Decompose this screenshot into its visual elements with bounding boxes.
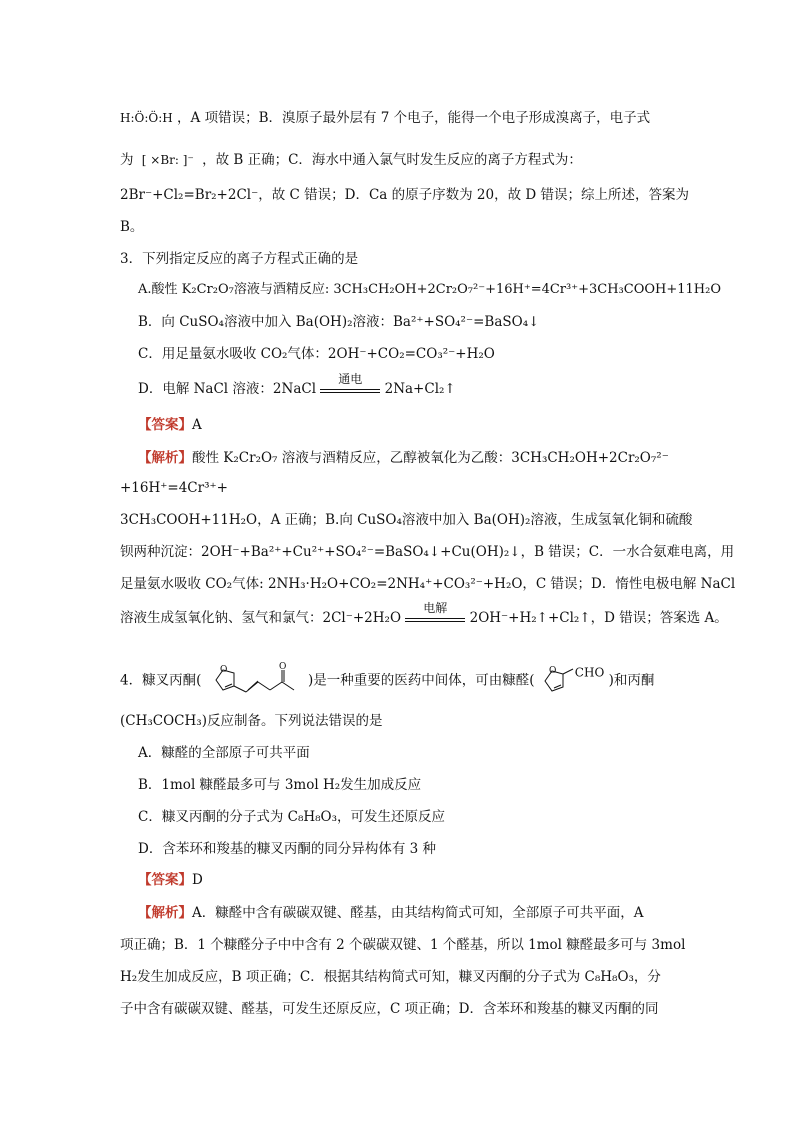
text-line-2: 为 [ ×Br: ]⁻ ，故 B 正确；C．海水中通入氯气时发生反应的离子方程式为： — [120, 152, 582, 168]
reaction-condition-arrow: 通电 — [320, 383, 380, 393]
explanation-3-line-4: 钡两种沉淀：2OH⁻+Ba²⁺+Cu²⁺+SO₄²⁻=BaSO₄↓+Cu(OH)₂↓，B 错误；C．一水合氨难电离，用 — [120, 544, 735, 560]
explanation-tag: 【解析】 — [138, 905, 192, 921]
explanation-3-line-1: 【解析】酸性 K₂Cr₂O₇ 溶液与酒精反应，乙醇被氧化为乙酸：3CH₃CH₂OH+2Cr₂O₇²⁻ — [138, 450, 669, 466]
question-3-option-c: C．用足量氨水吸收 CO₂气体：2OH⁻+CO₂=CO₃²⁻+H₂O — [138, 346, 495, 362]
svg-text:O: O — [219, 665, 228, 675]
explanation-4-line-3: H₂发生加成反应，B 项正确；C．根据其结构简式可知，糠叉丙酮的分子式为 C₈H₈O₃，分 — [120, 969, 661, 985]
bromide-electron-formula: [ ×Br: ]⁻ — [141, 153, 194, 167]
explanation-4-line-2: 项正确；B．1 个糠醛分子中中含有 2 个碳碳双键、1 个醛基，所以 1mol 糠醛最多可与 3mol — [120, 937, 686, 953]
h2o2-electron-formula: H:Ö:Ö:H — [120, 111, 173, 125]
reaction-condition-arrow: 电解 — [405, 612, 465, 622]
question-3-option-b: B．向 CuSO₄溶液中加入 Ba(OH)₂溶液：Ba²⁺+SO₄²⁻=BaSO₄↓ — [138, 314, 540, 330]
explanation-3-line-6: 溶液生成氢氧化钠、氢气和氯气：2Cl⁻+2H₂O 电解 2OH⁻+H₂↑+Cl₂↑，D 错误；答案选 A。 — [120, 601, 728, 626]
question-4-option-b: B．1mol 糠醛最多可与 3mol H₂发生加成反应 — [138, 777, 422, 793]
svg-text:O: O — [548, 666, 557, 676]
explanation-4-line-4: 子中含有碳碳双键、醛基，可发生还原反应，C 项正确；D．含苯环和羧基的糠叉丙酮的同 — [120, 1001, 659, 1017]
explanation-3-line-5: 足量氨水吸收 CO₂气体: 2NH₃·H₂O+CO₂=2NH₄⁺+CO₃²⁻+H₂O，C 错误；D．惰性电极电解 NaCl — [120, 576, 736, 592]
question-4-option-d: D．含苯环和羧基的糠叉丙酮的同分异构体有 3 种 — [138, 841, 436, 857]
svg-text:O: O — [278, 662, 287, 672]
answer-4: 【答案】D — [138, 872, 203, 888]
answer-tag: 【答案】 — [138, 872, 192, 888]
question-4-option-a: A．糠醛的全部原子可共平面 — [138, 745, 310, 761]
question-4-option-c: C．糠叉丙酮的分子式为 C₈H₈O₃，可发生还原反应 — [138, 809, 446, 825]
furfurylidene-acetone-structure — [206, 660, 304, 702]
text-line-4: B。 — [120, 219, 144, 235]
explanation-4-line-1: 【解析】A．糠醛中含有碳碳双键、醛基，由其结构简式可知，全部原子可共平面，A — [138, 905, 644, 921]
question-4-stem: 4．糠叉丙酮( O O )是一种重要的医药中间体，可由糠醛( O CHO )和丙酮 — [120, 660, 654, 702]
question-3-stem: 3．下列指定反应的离子方程式正确的是 — [120, 251, 359, 267]
question-3-option-d: D．电解 NaCl 溶液：2NaCl 通电 2Na+Cl₂↑ — [138, 372, 456, 397]
furfural-structure — [539, 663, 575, 699]
explanation-tag: 【解析】 — [138, 450, 192, 466]
text-line-3: 2Br⁻+Cl₂=Br₂+2Cl⁻，故 C 错误；D．Ca 的原子序数为 20，故 D 错误；综上所述，答案为 — [120, 187, 690, 203]
question-3-option-a: A.酸性 K₂Cr₂O₇溶液与酒精反应: 3CH₃CH₂OH+2Cr₂O₇²⁻+16H⁺=4Cr³⁺+3CH₃COOH+11H₂O — [138, 282, 721, 297]
explanation-3-line-2: +16H⁺=4Cr³⁺+ — [120, 480, 228, 496]
text-line-1: H:Ö:Ö:H ，A 项错误；B．溴原子最外层有 7 个电子，能得一个电子形成溴离子，电子式 — [120, 110, 651, 126]
explanation-3-line-3: 3CH₃COOH+11H₂O，A 正确；B.向 CuSO₄溶液中加入 Ba(OH)₂溶液，生成氢氧化铜和硫酸 — [120, 512, 693, 528]
question-4-stem-line-2: (CH₃COCH₃)反应制备。下列说法错误的是 — [120, 713, 383, 729]
answer-3: 【答案】A — [138, 417, 202, 433]
answer-tag: 【答案】 — [138, 417, 192, 433]
